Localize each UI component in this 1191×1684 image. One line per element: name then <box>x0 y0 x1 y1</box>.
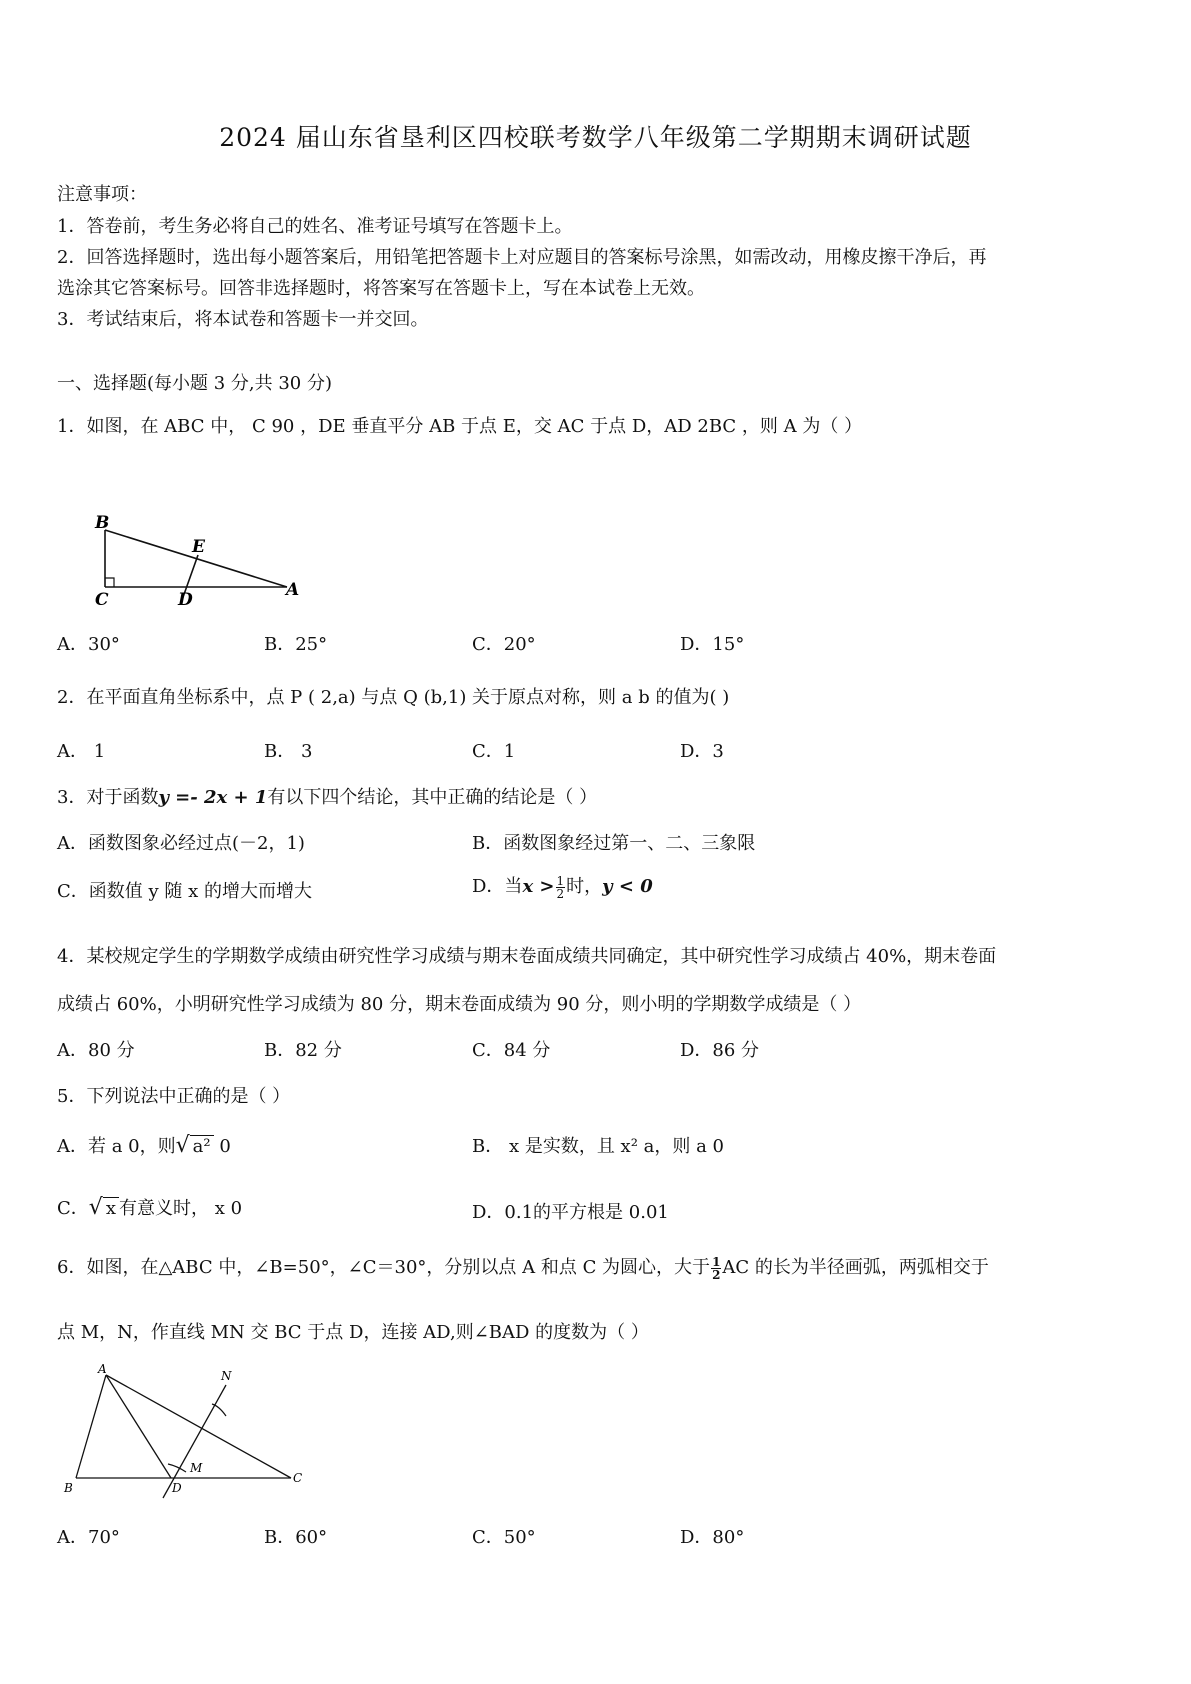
q1-option-c: C．20° <box>472 634 536 655</box>
q3-option-b: B．函数图象经过第一、二、三象限 <box>472 833 756 854</box>
q6-label-a: A <box>98 1362 107 1376</box>
q6-label-m: M <box>190 1461 203 1475</box>
q1-label-d: D <box>178 590 193 605</box>
q3-fraction-num: 1 <box>556 873 565 888</box>
section-heading: 一、选择题(每小题 3 分,共 30 分) <box>57 373 333 394</box>
q6-fraction <box>711 1256 721 1281</box>
q3-option-d-when: 时， <box>566 876 603 897</box>
q6-line-1-a: 6．如图，在△ABC 中，∠B=50°，∠C＝30°，分别以点 A 和点 C 为圆心，大于 <box>57 1257 711 1278</box>
q6-label-c: C <box>293 1471 303 1485</box>
q2-option-d: D．3 <box>680 741 724 762</box>
q1-option-d: D．15° <box>680 634 745 655</box>
q6-label-n: N <box>221 1369 232 1383</box>
q3-option-a <box>57 829 305 855</box>
sqrt-icon: √ <box>88 1195 103 1220</box>
q3-option-d <box>472 872 653 900</box>
q3-option-d-fraction <box>556 875 566 900</box>
q6-label-b: B <box>64 1481 73 1495</box>
q3-text-b: 有以下四个结论，其中正确的结论是（ ） <box>267 787 598 808</box>
q4-option-c: C．84 分 <box>472 1040 551 1061</box>
q3-text-a: 3．对于函数 <box>57 787 159 808</box>
notice-heading: 注意事项： <box>57 184 147 205</box>
q2-option-a: A． 1 <box>57 741 106 762</box>
page-title: 2024 届山东省垦利区四校联考数学八年级第二学期期末调研试题 <box>219 123 972 152</box>
q6-line-2: 点 M，N，作直线 MN 交 BC 于点 D，连接 AD,则∠BAD 的度数为（ ） <box>57 1322 649 1343</box>
q6-label-d: D <box>172 1481 182 1495</box>
q3-option-c: C．函数值 y 随 x 的增大而增大 <box>57 881 312 902</box>
q3-fraction-den: 2 <box>556 886 565 901</box>
q4-line-2: 成绩占 60%，小明研究性学习成绩为 80 分，期末卷面成绩为 90 分，则小明的学期数学成绩是（ ） <box>57 994 862 1015</box>
q6-option-d: D．80° <box>680 1527 745 1548</box>
q2-text: 2．在平面直角坐标系中，点 P ( 2,a) 与点 Q (b,1) 关于原点对称，则 a b 的值为( ) <box>57 687 730 708</box>
notice-item-3: 3．考试结束后，将本试卷和答题卡一并交回。 <box>57 309 429 330</box>
q5-option-a-post: 0 <box>213 1136 231 1157</box>
q3-option-d-x: x > <box>522 876 555 897</box>
notice-item-2-cont: 选涂其它答案标号。回答非选择题时，将答案写在答题卡上，写在本试卷上无效。 <box>57 278 705 299</box>
q3-option-d-text: D．当 <box>472 876 523 897</box>
q1-label-b: B <box>95 515 110 533</box>
q3-option-d-y: y < 0 <box>602 876 653 897</box>
notice-item-1: 1．答卷前，考生务必将自己的姓名、准考证号填写在答题卡上。 <box>57 216 573 237</box>
q1-figure <box>90 515 300 605</box>
q3-function: y =- 2x + 1 <box>158 787 268 808</box>
q6-option-c: C．50° <box>472 1527 536 1548</box>
q5-option-a-radicand: a² <box>190 1135 214 1157</box>
notice-item-2: 2．回答选择题时，选出每小题答案后，用铅笔把答题卡上对应题目的答案标号涂黑，如需改动，用橡皮擦干净后，再 <box>57 247 987 268</box>
q6-option-a: A．70° <box>57 1527 120 1548</box>
q5-option-c-radicand: x <box>103 1197 119 1219</box>
sqrt-icon: √ <box>175 1133 190 1158</box>
q5-option-a <box>57 1132 231 1158</box>
q4-option-b: B．82 分 <box>264 1040 342 1061</box>
q1-label-e: E <box>192 537 205 557</box>
q5-option-c-post: 有意义时， x 0 <box>118 1198 243 1219</box>
q6-line-1-b: AC 的长为半径画弧，两弧相交于 <box>722 1257 989 1278</box>
q3-text <box>57 783 597 809</box>
q5-option-c-text: C． <box>57 1198 89 1219</box>
q4-option-d: D．86 分 <box>680 1040 760 1061</box>
q5-text: 5．下列说法中正确的是（ ） <box>57 1086 291 1107</box>
q1-label-c: C <box>95 590 109 605</box>
q6-line-1 <box>57 1253 989 1281</box>
q4-line-1: 4．某校规定学生的学期数学成绩由研究性学习成绩与期末卷面成绩共同确定，其中研究性学习成绩占 40%，期末卷面 <box>57 946 997 967</box>
q5-option-c <box>57 1194 242 1220</box>
q3-option-a-text: A．函数图象必经过点 <box>57 833 232 854</box>
q2-option-c: C．1 <box>472 741 516 762</box>
q6-figure <box>60 1360 310 1500</box>
q1-label-a: A <box>286 580 300 600</box>
q6-option-b: B．60° <box>264 1527 328 1548</box>
q5-option-a-text: A．若 a 0，则 <box>57 1136 176 1157</box>
q6-fraction-num: 1 <box>712 1254 721 1269</box>
q2-option-b: B． 3 <box>264 741 313 762</box>
q1-option-a: A．30° <box>57 634 120 655</box>
q4-option-a: A．80 分 <box>57 1040 135 1061</box>
q6-fraction-den: 2 <box>712 1267 721 1282</box>
q5-option-b: B． x 是实数，且 x² a，则 a 0 <box>472 1136 724 1157</box>
q1-option-b: B．25° <box>264 634 328 655</box>
q3-option-a-point: (－2，1) <box>232 833 305 854</box>
q5-option-d: D．0.1的平方根是 0.01 <box>472 1202 669 1223</box>
q1-text: 1．如图，在 ABC 中， C 90 ，DE 垂直平分 AB 于点 E，交 AC 于点 D，AD 2BC ，则 A 为（ ） <box>57 416 863 437</box>
